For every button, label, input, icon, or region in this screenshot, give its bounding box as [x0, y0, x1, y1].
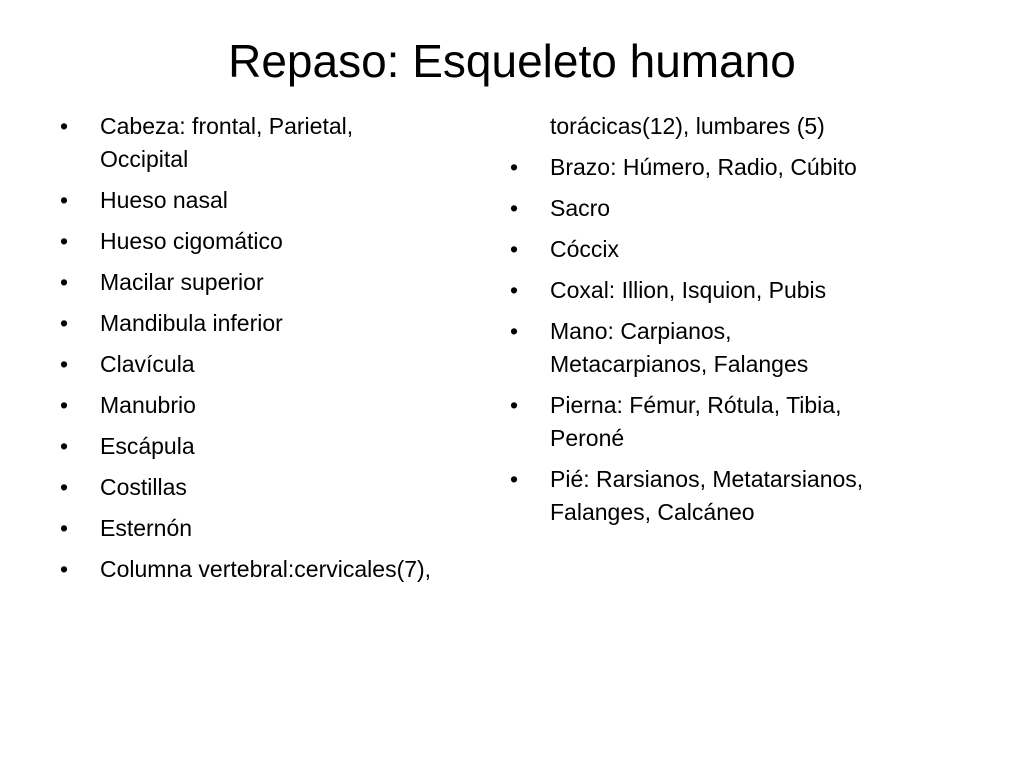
list-item-text: Columna vertebral:cervicales(7), — [100, 556, 432, 582]
list-item — [58, 184, 528, 217]
list-item-text: Coxal: Illion, Isquion, Pubis — [550, 277, 827, 303]
bullet-icon: • — [510, 466, 519, 492]
list-item — [58, 389, 528, 422]
list-item — [508, 315, 968, 381]
list-item-text: Sacro — [550, 195, 611, 221]
list-item-text: torácicas(12), lumbares (5) — [550, 113, 825, 139]
bullet-icon: • — [510, 277, 519, 303]
bullet-icon: • — [60, 515, 69, 541]
bullet-icon: • — [510, 318, 519, 344]
list-item-text: Falanges, Calcáneo — [550, 499, 755, 525]
list-item-text: Pié: Rarsianos, Metatarsianos, — [550, 466, 864, 492]
bullet-icon: • — [60, 351, 69, 377]
list-item-text: Metacarpianos, Falanges — [550, 351, 809, 377]
list-item-text: Pierna: Fémur, Rótula, Tibia, — [550, 392, 842, 418]
list-item — [508, 192, 968, 225]
list-item-text: Costillas — [100, 474, 187, 500]
list-item — [58, 430, 528, 463]
list-item — [58, 553, 528, 586]
bullet-icon: • — [60, 310, 69, 336]
bullet-icon: • — [60, 113, 69, 139]
list-item-text: Brazo: Húmero, Radio, Cúbito — [550, 154, 857, 180]
list-item — [58, 471, 528, 504]
list-item — [58, 512, 528, 545]
list-item — [508, 463, 968, 529]
list-item-text: Peroné — [550, 425, 625, 451]
list-item — [58, 348, 528, 381]
list-item-continuation — [508, 110, 968, 143]
list-item — [58, 110, 528, 176]
bullet-icon: • — [60, 392, 69, 418]
list-item-text: Cabeza: frontal, Parietal, — [100, 113, 354, 139]
bullet-icon: • — [60, 269, 69, 295]
list-item-text: Cóccix — [550, 236, 620, 262]
bullet-icon: • — [510, 392, 519, 418]
list-item — [58, 307, 528, 340]
bullet-icon: • — [60, 556, 69, 582]
list-item-text: Mandibula inferior — [100, 310, 283, 336]
bullet-icon: • — [60, 433, 69, 459]
slide-title: Repaso: Esqueleto humano — [228, 35, 796, 87]
list-item-text: Occipital — [100, 146, 189, 172]
list-item-text: Clavícula — [100, 351, 195, 377]
bullet-icon: • — [510, 236, 519, 262]
list-item-text: Hueso nasal — [100, 187, 228, 213]
bullet-icon: • — [510, 195, 519, 221]
bullet-icon: • — [60, 187, 69, 213]
list-item — [508, 274, 968, 307]
list-item-text: Manubrio — [100, 392, 196, 418]
list-item — [508, 389, 968, 455]
list-item-text: Mano: Carpianos, — [550, 318, 732, 344]
list-item — [508, 233, 968, 266]
bullet-icon: • — [60, 228, 69, 254]
bullet-icon: • — [60, 474, 69, 500]
list-item-text: Hueso cigomático — [100, 228, 283, 254]
bullet-icon: • — [510, 154, 519, 180]
list-item — [58, 266, 528, 299]
left-bullet-list — [58, 110, 528, 594]
right-bullet-list — [508, 110, 968, 537]
list-item-text: Macilar superior — [100, 269, 264, 295]
list-item — [58, 225, 528, 258]
list-item-text: Escápula — [100, 433, 195, 459]
list-item — [508, 151, 968, 184]
list-item-text: Esternón — [100, 515, 193, 541]
